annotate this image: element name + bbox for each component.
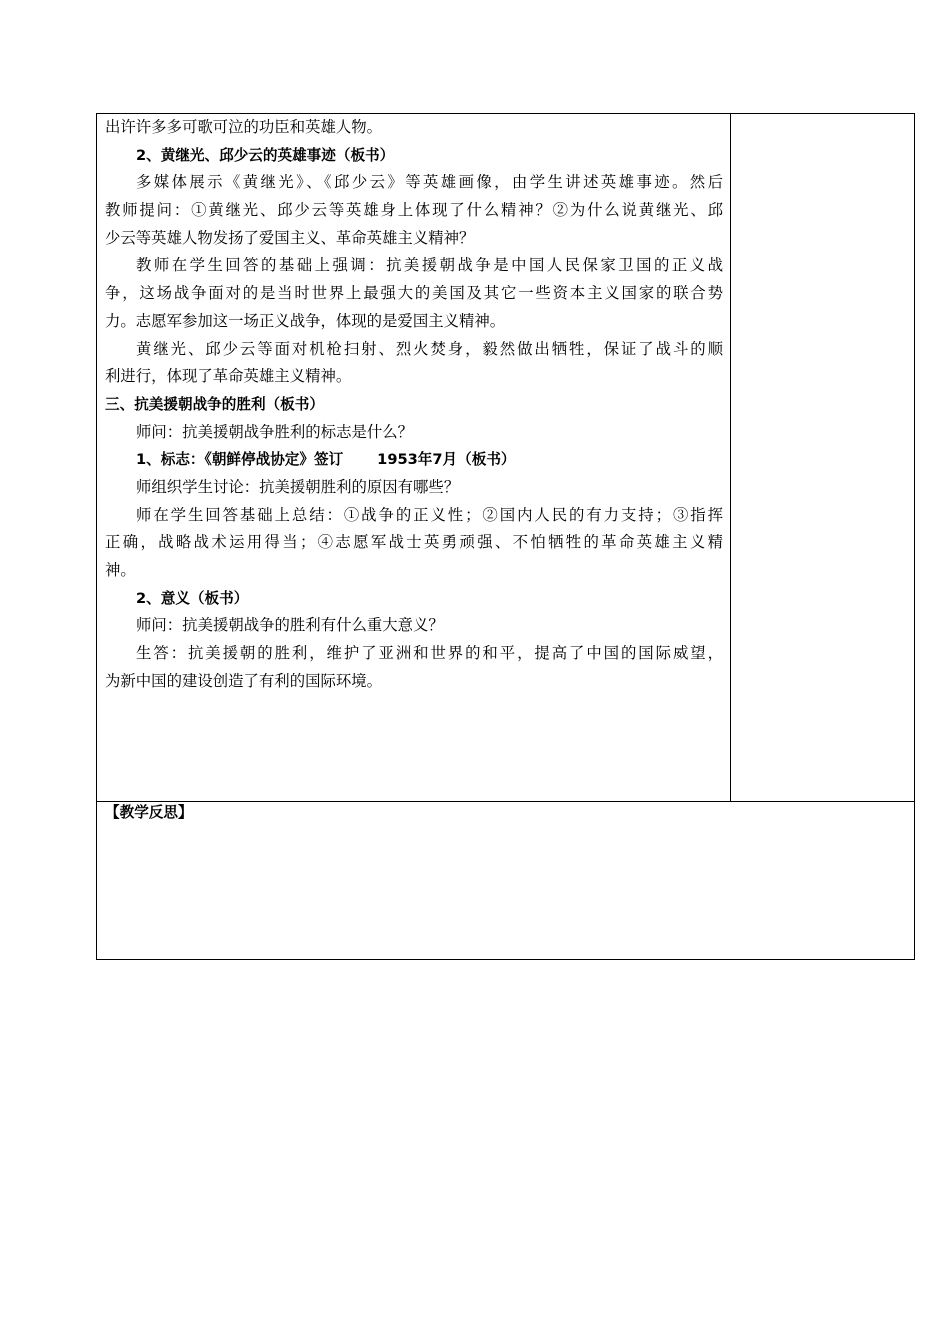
- text-line: 生答：抗美援朝的胜利，维护了亚洲和世界的和平，提高了中国的国际威望，: [136, 644, 723, 663]
- reflection-title: 【教学反思】: [105, 804, 193, 821]
- text-line: 正确，战略战术运用得当；④志愿军战士英勇顽强、不怕牺牲的革命英雄主义精: [105, 533, 723, 552]
- text-line: 出许许多多可歌可泣的功臣和英雄人物。: [105, 118, 383, 136]
- text-line: 师问：抗美援朝战争胜利的标志是什么？: [136, 422, 414, 441]
- lesson-content: [105, 114, 723, 695]
- section-heading: [105, 446, 723, 474]
- lesson-content-cell: [97, 114, 731, 802]
- agreement-date: 1953年7月（板书）: [377, 451, 516, 469]
- text-line: 少云等英雄人物发扬了爱国主义、革命英雄主义精神？: [105, 228, 475, 247]
- section-heading: 2、意义（板书）: [136, 589, 249, 607]
- text-line: 师在学生回答基础上总结：①战争的正义性；②国内人民的有力支持；③指挥: [136, 505, 723, 524]
- text-line: 神。: [105, 561, 136, 579]
- section-heading: 三、抗美援朝战争的胜利（板书）: [105, 395, 324, 413]
- text-line: 师问：抗美援朝战争的胜利有什么重大意义？: [136, 616, 444, 635]
- text-line: 力。志愿军参加这一场正义战争，体现的是爱国主义精神。: [105, 311, 506, 330]
- lesson-plan-table: [96, 113, 915, 960]
- section-heading: 2、黄继光、邱少云的英雄事迹（板书）: [136, 146, 395, 164]
- text-line: 黄继光、邱少云等面对机枪扫射、烈火焚身，毅然做出牺牲，保证了战斗的顺: [136, 339, 723, 358]
- text-line: 师组织学生讨论：抗美援朝胜利的原因有哪些？: [136, 477, 460, 496]
- teaching-reflection-cell: [97, 802, 914, 959]
- text-line: 争，这场战争面对的是当时世界上最强大的美国及其它一些资本主义国家的联合势: [105, 284, 723, 303]
- text-line: 教师提问：①黄继光、邱少云等英雄身上体现了什么精神？②为什么说黄继光、邱: [105, 201, 723, 220]
- text-line: 利进行，体现了革命英雄主义精神。: [105, 367, 352, 386]
- agreement-label: 1、标志：《朝鲜停战协定》签订: [136, 451, 344, 469]
- notes-cell: [731, 114, 914, 802]
- text-line: 多媒体展示《黄继光》、《邱少云》等英雄画像，由学生讲述英雄事迹。然后: [136, 173, 723, 192]
- text-line: 教师在学生回答的基础上强调：抗美援朝战争是中国人民保家卫国的正义战: [136, 256, 723, 275]
- text-line: 为新中国的建设创造了有利的国际环境。: [105, 671, 383, 690]
